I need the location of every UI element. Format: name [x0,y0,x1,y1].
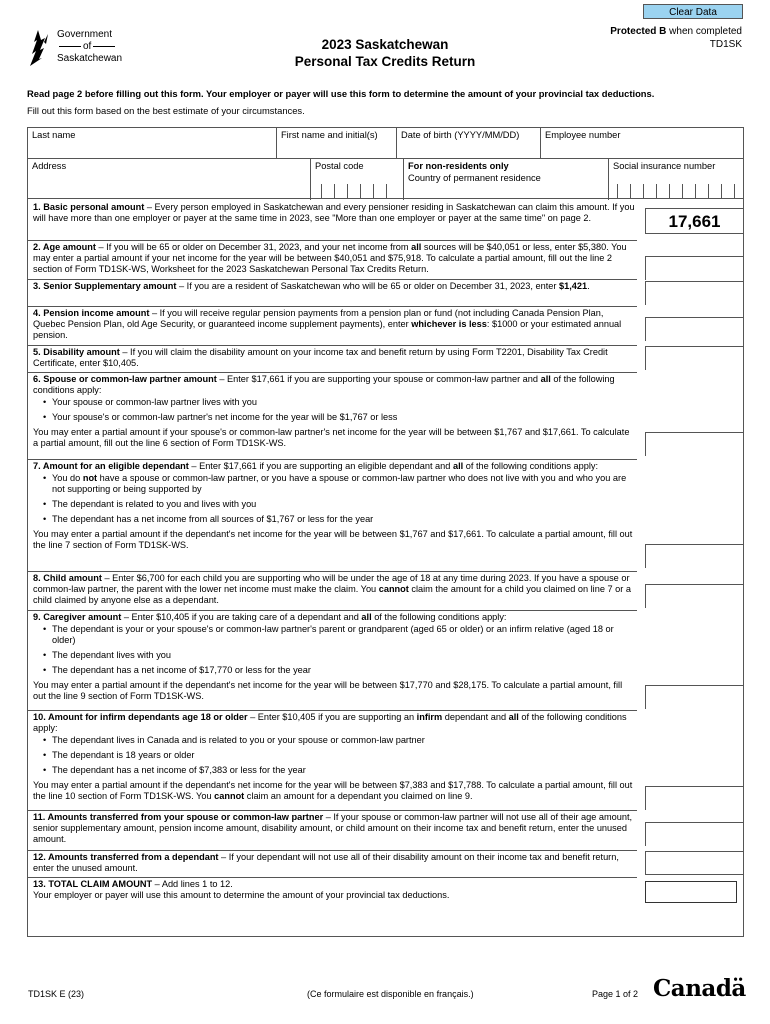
list-item: • The dependant has a net income from all sources of $1,767 or less for the year [43,514,637,525]
list-item: • The dependant is your or your spouse's or common-law partner's parent or grandparent (aged 65 or older) or an infirm relative (aged 18 or older) [43,624,637,646]
postal-code-field[interactable]: Postal code [311,159,404,200]
line-9-caregiver-amount: 9. Caregiver amount – Enter $10,405 if you are taking care of a dependant and all of the following conditions apply: • The dependant is your or your spouse's or common-law partner's parent or grandparent (aged 65 or older) or an infirm relative (aged 18 or older) • The dependant lives with you • The dependant has a net income of $17,770 or less for the year You may enter a partial amount if the dependant's net income for the year will be between $17,770 and $28,175. To calculate a partial amount, fill out the line 9 section of Form TD1SK-WS. [27,610,637,702]
page-number: Page 1 of 2 [592,989,639,999]
line-5-amount-field[interactable] [645,346,744,370]
protected-notice: Protected B when completed TD1SK [610,26,742,50]
list-item: • The dependant lives with you [43,650,637,661]
line-9-amount-field[interactable] [645,685,744,709]
line-1-basic-personal-amount: 1. Basic personal amount – Every person employed in Saskatchewan and every pensioner residing in Saskatchewan can claim this amount. If you will have more than one employer or payer at the same time in 2023, see "More than one employer or payer at the same time" on page 2. [33,202,635,224]
clear-data-button[interactable]: Clear Data [643,4,743,19]
employee-number-field[interactable]: Employee number [545,130,621,140]
line-2-amount-field[interactable] [645,256,744,280]
social-insurance-number-field[interactable]: Social insurance number [609,159,745,200]
line-13-total-claim-amount: 13. TOTAL CLAIM AMOUNT – Add lines 1 to 12. Your employer or payer will use this amount to determine the amount of your provincial tax deductions. [27,877,637,901]
form-code: TD1SK [709,39,742,50]
list-item: • The dependant has a net income of $7,383 or less for the year [43,765,637,776]
list-item: • The dependant lives in Canada and is related to you or your spouse or common-law partner [43,735,637,746]
list-item: • The dependant has a net income of $17,770 or less for the year [43,665,637,676]
line-11-transferred-from-spouse: 11. Amounts transferred from your spouse or common-law partner – If your spouse or common-law partner will not use all of their age amount, senior supplementary amount, pension income amount, disability amount, or child amount on their income tax and benefit return, enter the unused amount. [27,810,637,846]
first-name-field[interactable]: First name and initial(s) [277,128,397,158]
line-5-disability-amount: 5. Disability amount – If you will claim the disability amount on your income tax and benefit return by using Form T2201, Disability Tax Credit Certificate, enter $10,405. [27,345,637,369]
list-item: • Your spouse's or common-law partner's net income for the year will be $1,767 or less [43,412,637,423]
intro-note: Fill out this form based on the best estimate of your circumstances. [27,105,305,116]
line-6-spouse-amount: 6. Spouse or common-law partner amount – Enter $17,661 if you are supporting your spouse or common-law partner and all of the following conditions apply: • Your spouse or common-law partner lives with you • Your spouse's or common-law partner's net income for the year will be $1,767 or less You may enter a partial amount if your spouse's or common-law partner's net income for the year will be between $1,767 and $17,661. To calculate a partial amount, fill out the line 6 section of Form TD1SK-WS. [27,372,637,449]
form-title-year: 2023 Saskatchewan [321,37,449,52]
line-10-infirm-dependants-amount: 10. Amount for infirm dependants age 18 or older – Enter $10,405 if you are supporting an infirm dependant and all of the following conditions apply: • The dependant lives in Canada and is related to you or your spouse or common-law partner • The dependant is 18 years or older • The dependant has a net income of $7,383 or less for the year You may enter a partial amount if the dependant's net income for the year will be between $7,383 and $17,788. To calculate a partial amount, fill out the line 10 section of Form TD1SK-WS. You cannot claim an amount for a dependant you claimed on line 9. [27,710,637,802]
line-8-child-amount: 8. Child amount – Enter $6,700 for each child you are supporting who will be under the age of 18 at any time during 2023. If you have a spouse or common-law partner, the parent with the lower net income must make the claim. You cannot claim the amount for a child you claimed on line 7 or a child claimed by anyone else as a dependant. [27,571,637,607]
line-12-transferred-from-dependant: 12. Amounts transferred from a dependant – If your dependant will not use all of their disability amount on their income tax and benefit return, enter the unused amount. [27,850,637,874]
list-item: • Your spouse or common-law partner lives with you [43,397,637,408]
french-availability-note: (Ce formulaire est disponible en français.) [307,989,474,999]
total-claim-amount-field[interactable] [645,881,737,903]
government-of-saskatchewan-wordmark: Government of Saskatchewan [57,29,123,64]
list-item: • You do not have a spouse or common-law partner, or you have a spouse or common-law partner who does not live with you and who you are not supporting or being supported by [43,473,637,495]
intro-instruction: Read page 2 before filling out this form. Your employer or payer will use this form to determine the amount of your provincial tax deductions. [27,88,655,99]
identification-section [27,127,744,199]
date-of-birth-field[interactable]: Date of birth (YYYY/MM/DD) [397,128,541,158]
form-title: Personal Tax Credits Return [294,54,476,69]
line-1-amount-field[interactable]: 17,661 [645,208,744,234]
line-7-amount-field[interactable] [645,544,744,568]
line-3-senior-supplementary-amount: 3. Senior Supplementary amount – If you are a resident of Saskatchewan who will be 65 or older on December 31, 2023, enter $1,421. [27,279,637,292]
line-4-pension-income-amount: 4. Pension income amount – If you will receive regular pension payments from a pension plan or fund (not including Canada Pension Plan, Quebec Pension Plan, old Age Security, or guaranteed income supplement payments), enter whichever is less: $1000 or your estimated annual pension. [27,306,637,342]
list-item: • The dependant is 18 years or older [43,750,637,761]
line-10-amount-field[interactable] [645,786,744,810]
form-version: TD1SK E (23) [28,989,85,999]
country-of-residence-field[interactable]: For non-residents only Country of permanent residence [404,159,609,200]
line-2-age-amount: 2. Age amount – If you will be 65 or older on December 31, 2023, and your net income from all sources will be $40,051 or less, enter $5,380. You may enter a partial amount if your net income for the year will be between $40,051 and $75,918. To calculate a partial amount, fill out the line 2 section of Form TD1SK-WS, Worksheet for the 2023 Saskatchewan Personal Tax Credits Return. [27,240,637,276]
list-item: • The dependant is related to you and lives with you [43,499,637,510]
line-12-amount-field[interactable] [645,851,744,875]
canada-wordmark: Canadä [653,975,746,1002]
line-3-amount-field[interactable] [645,281,744,305]
line-11-amount-field[interactable] [645,822,744,846]
line-7-eligible-dependant-amount: 7. Amount for an eligible dependant – Enter $17,661 if you are supporting an eligible dependant and all of the following conditions apply: • You do not have a spouse or common-law partner, or you have a spouse or common-law partner who does not live with you and who you are not supporting or being supported by • The dependant is related to you and lives with you • The dependant has a net income from all sources of $1,767 or less for the year You may enter a partial amount if the dependant's net income for the year will be between $1,767 and $17,661. To calculate a partial amount, fill out the line 7 section of Form TD1SK-WS. [27,459,637,551]
line-4-amount-field[interactable] [645,317,744,341]
last-name-field[interactable]: Last name [28,128,277,158]
line-8-amount-field[interactable] [645,584,744,608]
address-field[interactable]: Address [28,159,311,200]
line-6-amount-field[interactable] [645,432,744,456]
